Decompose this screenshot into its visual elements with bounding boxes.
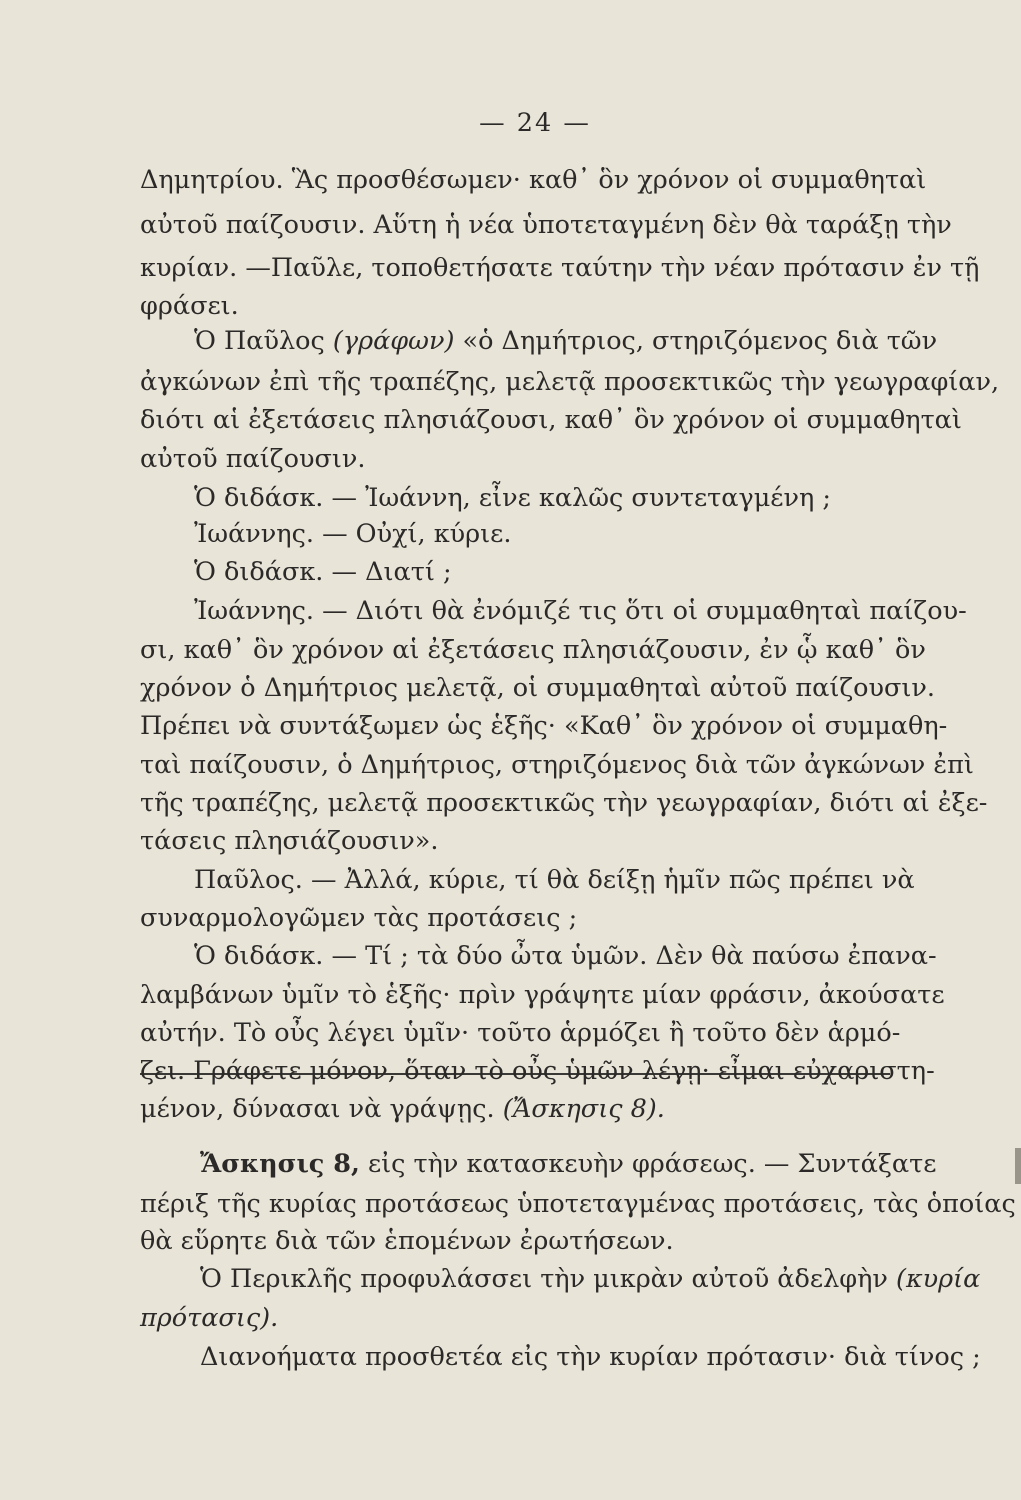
text-line: [200, 1261, 980, 1297]
text-line: λαμβάνων ὑμῖν τὸ ἑξῆς· πρὶν γράψητε μίαν φράσιν, ἀκούσατε: [140, 980, 945, 1010]
speaker-name: Ὁ Παῦλος: [194, 326, 325, 356]
text-fragment: μένον, δύνασαι νὰ γράψῃς.: [140, 1094, 495, 1124]
exercise-heading-line: [200, 1146, 937, 1182]
text-line: ταὶ παίζουσιν, ὁ Δημήτριος, στηριζόμενος διὰ τῶν ἀγκώνων ἐπὶ: [140, 750, 974, 780]
text-line: συναρμολογῶμεν τὰς προτάσεις ;: [140, 903, 578, 933]
dialogue-line: Ὁ διδάσκ. — Ἰωάννη, εἶνε καλῶς συντεταγμένη ;: [194, 483, 831, 513]
text-line: ἀγκώνων ἐπὶ τῆς τραπέζης, μελετᾷ προσεκτικῶς τὴν γεωγραφίαν,: [140, 367, 1000, 397]
text-line: πρότασις).: [140, 1303, 279, 1333]
text-line: αὐτοῦ παίζουσιν.: [140, 444, 366, 474]
example-label: (κυρία: [896, 1264, 981, 1294]
text-line: πέριξ τῆς κυρίας προτάσεως ὑποτεταγμένας προτάσεις, τὰς ὁποίας: [140, 1189, 1016, 1219]
text-line: Παῦλος. — Ἀλλά, κύριε, τί θὰ δείξῃ ἡμῖν πῶς πρέπει νὰ: [194, 865, 915, 895]
dialogue-line: Ὁ διδάσκ. — Διατί ;: [194, 557, 452, 587]
text-line: τῆς τραπέζης, μελετᾷ προσεκτικῶς τὴν γεωγραφίαν, διότι αἱ ἐξε-: [140, 788, 988, 818]
text-line: τάσεις πλησιάζουσιν».: [140, 826, 439, 856]
text-line: Δημητρίου. Ἃς προσθέσωμεν· καθ᾽ ὃν χρόνον οἱ συμμαθηταὶ: [140, 165, 927, 195]
text-line: Ἰωάννης. — Διότι θὰ ἐνόμιζέ τις ὅτι οἱ συμμαθηταὶ παίζου-: [194, 596, 967, 626]
text-line: κυρίαν. —Παῦλε, τοποθετήσατε ταύτην τὴν νέαν πρότασιν ἐν τῇ: [140, 253, 980, 283]
text-line: Πρέπει νὰ συντάξωμεν ὡς ἑξῆς· «Καθ᾽ ὃν χρόνον οἱ συμμαθη-: [140, 711, 948, 741]
exercise-title: Ἄσκησις 8,: [200, 1149, 360, 1179]
text-line: αὐτοῦ παίζουσιν. Αὕτη ἡ νέα ὑποτεταγμένη δὲν θὰ ταράξῃ τὴν: [140, 210, 952, 240]
exercise-reference: (Ἄσκησις 8).: [502, 1094, 665, 1124]
text-line: φράσει.: [140, 291, 239, 321]
text-line: θὰ εὕρητε διὰ τῶν ἑπομένων ἐρωτήσεων.: [140, 1226, 674, 1256]
quoted-sentence: «ὁ Δημήτριος, στηριζόμενος διὰ τῶν: [462, 326, 938, 356]
text-line: διότι αἱ ἐξετάσεις πλησιάζουσι, καθ᾽ ὃν χρόνον οἱ συμμαθηταὶ: [140, 405, 962, 435]
stage-direction: (γράφων): [332, 326, 455, 356]
text-line: ζει. Γράφετε μόνον, ὅταν τὸ οὖς ὑμῶν λέγῃ· εἶμαι εὐχαριστη-: [140, 1056, 935, 1086]
example-sentence: Ὁ Περικλῆς προφυλάσσει τὴν μικρὰν αὐτοῦ ἀδελφὴν: [200, 1264, 888, 1294]
text-line: χρόνον ὁ Δημήτριος μελετᾷ, οἱ συμμαθηταὶ αὐτοῦ παίζουσιν.: [140, 673, 936, 703]
exercise-description: εἰς τὴν κατασκευὴν φράσεως. — Συντάξατε: [367, 1149, 937, 1179]
text-line: αὐτήν. Τὸ οὖς λέγει ὑμῖν· τοῦτο ἁρμόζει ἢ τοῦτο δὲν ἁρμό-: [140, 1018, 901, 1048]
text-line: [140, 1091, 665, 1127]
dialogue-line: Ἰωάννης. — Οὐχί, κύριε.: [194, 519, 512, 549]
text-line: Διανοήματα προσθετέα εἰς τὴν κυρίαν πρότασιν· διὰ τίνος ;: [200, 1342, 981, 1372]
text-line: σι, καθ᾽ ὃν χρόνον αἱ ἐξετάσεις πλησιάζουσιν, ἐν ᾧ καθ᾽ ὃν: [140, 635, 926, 665]
page-number: — 24 —: [479, 108, 591, 138]
text-line: [194, 323, 937, 359]
text-line: Ὁ διδάσκ. — Τί ; τὰ δύο ὦτα ὑμῶν. Δὲν θὰ παύσω ἐπανα-: [194, 941, 937, 971]
page-edge-mark: [1015, 1148, 1021, 1184]
